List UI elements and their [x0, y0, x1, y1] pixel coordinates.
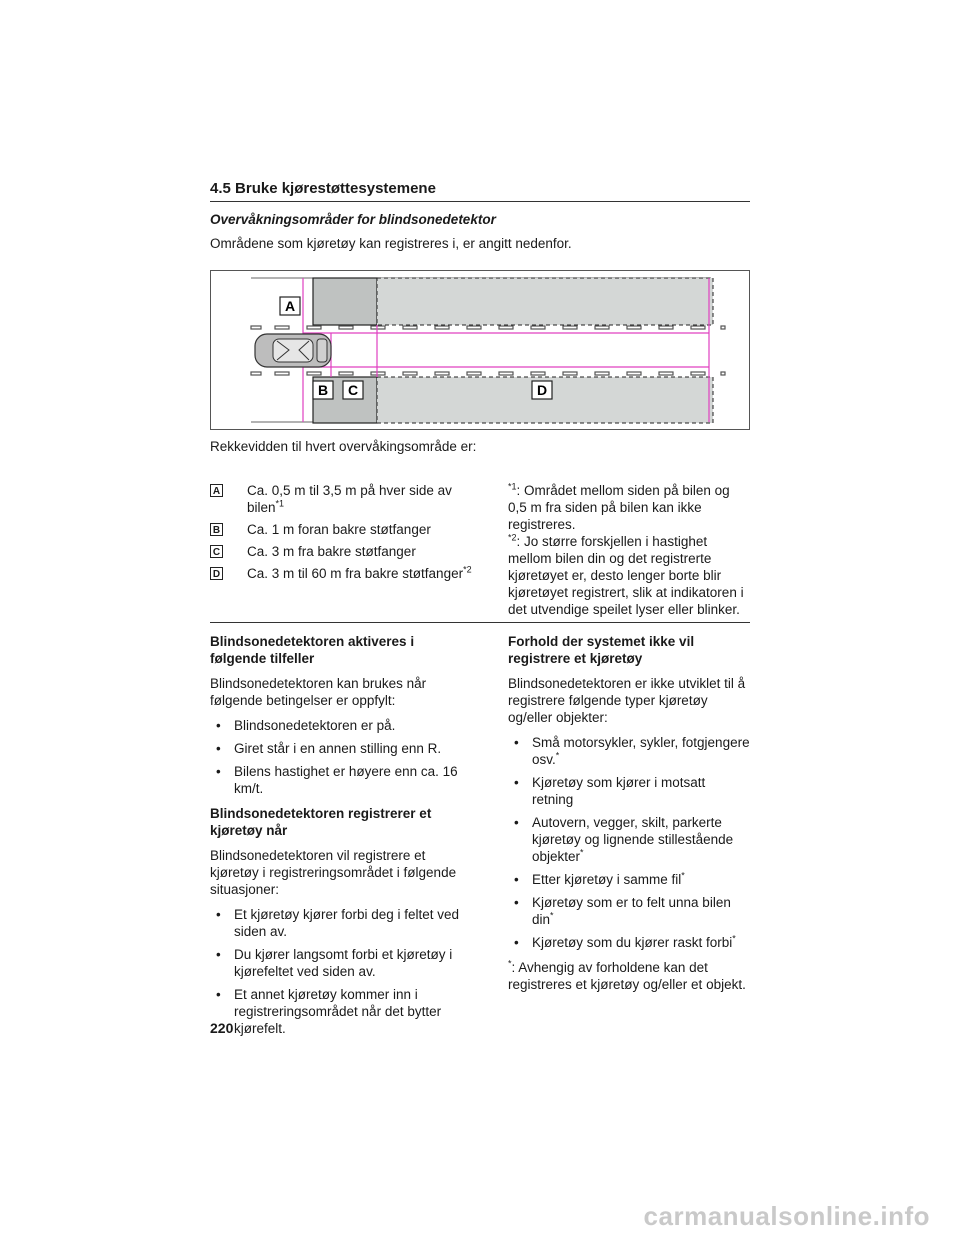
page-number: 220: [210, 1020, 234, 1036]
detection-heading: Blindsonedetektoren registrerer et kjøretøy når: [210, 806, 432, 838]
range-label-a: A: [210, 484, 223, 497]
footnote-1-text: : Området mellom siden på bilen og 0,5 m fra siden på bilen kan ikke registreres.: [508, 483, 730, 532]
list-item: • Blindsonedetektoren er på.: [210, 717, 466, 734]
section-divider: [210, 622, 750, 623]
range-label-c: C: [210, 545, 223, 558]
footnote-1-mark: *1: [508, 481, 517, 492]
list-item: • Autovern, vegger, skilt, parkerte kjøretøy og lignende stillestående objekter*: [508, 814, 750, 865]
label-a: A: [284, 298, 296, 314]
list-item: • Giret står i en annen stilling enn R.: [210, 740, 466, 757]
range-item-d: [210, 565, 478, 582]
range-text-d: Ca. 3 m til 60 m fra bakre støtfanger: [247, 566, 464, 581]
footnote-2-mark: *2: [508, 532, 517, 543]
range-item-a: [210, 482, 478, 516]
list-item: • Bilens hastighet er høyere enn ca. 16 km/t.: [210, 763, 466, 797]
list-item: • Et annet kjøretøy kommer inn i registreringsområdet når det bytter kjørefelt.: [210, 986, 466, 1037]
limitations-text: Blindsonedetektoren er ikke utviklet til å registrere følgende typer kjøretøy og/eller objekter:: [508, 676, 746, 725]
list-item: • Kjøretøy som kjører i motsatt retning: [508, 774, 750, 808]
list-item: • Kjøretøy som er to felt unna bilen din*: [508, 894, 750, 928]
list-item: • Små motorsykler, sykler, fotgjengere osv.*: [508, 734, 750, 768]
blind-spot-diagram: [210, 270, 750, 430]
activation-conditions-list: [210, 717, 466, 797]
footnote-2-text: : Jo større forskjellen i hastighet mellom bilen din og det registrerte kjøretøyet er, desto lenger borte blir kjøretøyet registrert, slik at indikatoren i det utvendige speilet lyser eller blinker.: [508, 534, 744, 617]
range-sup-a: *1: [275, 498, 285, 509]
range-text-b: Ca. 1 m foran bakre støtfanger: [247, 522, 431, 537]
right-column: [508, 633, 750, 1001]
range-label-d: D: [210, 567, 223, 580]
footnote-2: [508, 533, 750, 618]
zone-d-upper: [377, 278, 713, 325]
detection-situations-list: [210, 906, 466, 1037]
label-d: D: [536, 382, 548, 398]
detection-text: Blindsonedetektoren vil registrere et kjøretøy i registreringsområdet i følgende situasjoner:: [210, 848, 457, 897]
diagram-subheading: Overvåkningsområder for blindsonedetektor: [210, 212, 496, 227]
watermark: carmanualsonline.info: [643, 1201, 930, 1231]
range-sup-d: *2: [463, 564, 472, 575]
range-list: [210, 482, 478, 587]
limitations-footnote: *: Avhengig av forholdene kan det registreres et kjøretøy og/eller et objekt.: [508, 958, 746, 992]
range-text-c: Ca. 3 m fra bakre støtfanger: [247, 544, 416, 559]
list-item: • Etter kjøretøy i samme fil*: [508, 871, 750, 888]
limitations-heading: Forhold der systemet ikke vil registrere et kjøretøy: [508, 634, 695, 666]
list-item: • Du kjører langsomt forbi et kjøretøy i kjørefeltet ved siden av.: [210, 946, 466, 980]
list-item: • Kjøretøy som du kjører raskt forbi*: [508, 934, 750, 951]
range-text-a: Ca. 0,5 m til 3,5 m på hver side av bilen: [247, 483, 452, 515]
list-item: • Et kjøretøy kjører forbi deg i feltet ved siden av.: [210, 906, 466, 940]
range-footnotes: [508, 482, 750, 618]
label-b: B: [317, 382, 329, 398]
left-column: [210, 633, 466, 1045]
range-item-c: [210, 543, 478, 560]
footnote-1: [508, 482, 750, 533]
range-caption: Rekkevidden til hvert overvåkingsområde er:: [210, 439, 477, 454]
limitations-list: [508, 734, 750, 951]
activation-heading: Blindsonedetektoren aktiveres i følgende tilfeller: [210, 634, 415, 666]
blind-spot-diagram-svg: [211, 271, 749, 429]
activation-text: Blindsonedetektoren kan brukes når følgende betingelser er oppfylt:: [210, 676, 427, 708]
zone-a-upper: [313, 278, 377, 325]
section-title: 4.5 Bruke kjørestøttesystemene: [210, 180, 750, 202]
range-item-b: [210, 521, 478, 538]
intro-text: Områdene som kjøretøy kan registreres i, er angitt nedenfor.: [210, 236, 572, 251]
range-label-b: B: [210, 523, 223, 536]
car-icon: [255, 334, 331, 367]
label-c: C: [347, 382, 359, 398]
